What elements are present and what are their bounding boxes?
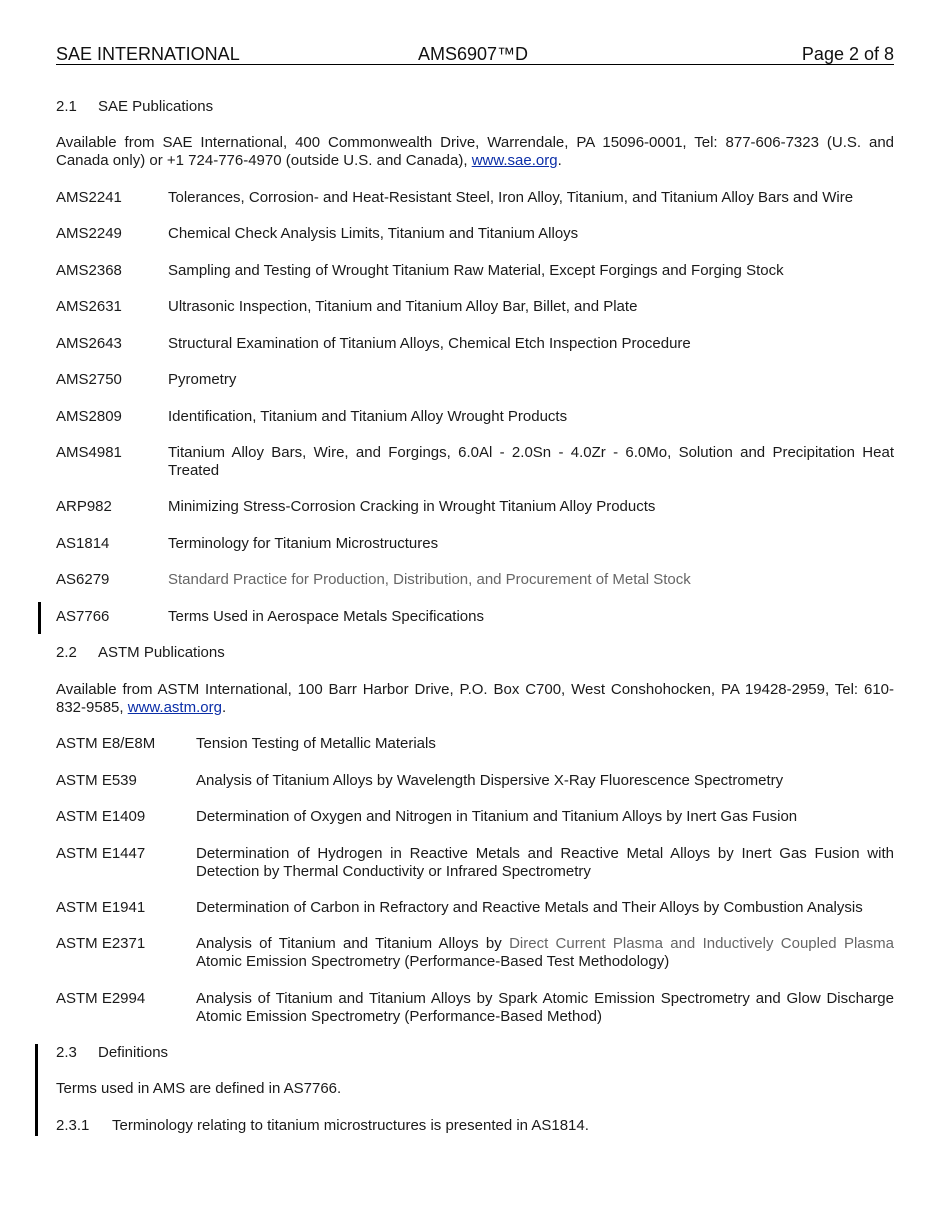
ref-code: AMS2631 <box>56 298 122 315</box>
page-header <box>56 44 894 65</box>
ref-code: ASTM E2994 <box>56 990 146 1007</box>
ref-code: AMS2249 <box>56 225 122 242</box>
section-title: ASTM Publications <box>98 644 225 661</box>
ref-code: ARP982 <box>56 498 112 515</box>
ref-code: AMS4981 <box>56 444 122 461</box>
ref-code: ASTM E539 <box>56 772 137 789</box>
ref-code: AMS2241 <box>56 189 122 206</box>
ref-title: Minimizing Stress-Corrosion Cracking in Wrought Titanium Alloy Products <box>168 498 656 515</box>
ref-code: AS6279 <box>56 571 110 588</box>
ref-title: Determination of Hydrogen in Reactive Metals and Reactive Metal Alloys by Inert Gas Fusion with Detection by Thermal Conductivity or Infrared Spectrometry <box>196 845 894 880</box>
ref-code: ASTM E1941 <box>56 899 146 916</box>
astm-website-link[interactable]: www.astm.org <box>127 699 222 716</box>
ref-title: Determination of Carbon in Refractory and Reactive Metals and Their Alloys by Combustion Analysis <box>196 899 863 916</box>
subsection-2-3-1 <box>56 1117 589 1135</box>
ref-title: Ultrasonic Inspection, Titanium and Titanium Alloy Bar, Billet, and Plate <box>168 298 638 315</box>
ref-code: ASTM E1409 <box>56 808 146 825</box>
ref-code: AS7766 <box>56 608 110 625</box>
section-number: 2.3 <box>56 1044 77 1061</box>
ref-title: Terms Used in Aerospace Metals Specifications <box>168 608 484 625</box>
section-heading-sae <box>56 98 213 116</box>
ref-code: AS1814 <box>56 535 110 552</box>
section-number: 2.1 <box>56 98 77 115</box>
revision-bar <box>35 1044 38 1136</box>
ref-title: Titanium Alloy Bars, Wire, and Forgings, 6.0Al - 2.0Sn - 4.0Zr - 6.0Mo, Solution and Precipitation Heat Treated <box>168 444 894 479</box>
header-page-number: Page 2 of 8 <box>801 44 894 64</box>
section-heading-astm <box>56 644 225 662</box>
ref-title: Structural Examination of Titanium Alloys, Chemical Etch Inspection Procedure <box>168 335 691 352</box>
ref-title-part: Atomic Emission Spectrometry (Performance-Based Test Methodology) <box>196 953 670 970</box>
period: . <box>557 152 562 169</box>
section-title: SAE Publications <box>98 98 214 115</box>
ref-code: ASTM E8/E8M <box>56 735 156 752</box>
ref-title: Tolerances, Corrosion- and Heat-Resistant Steel, Iron Alloy, Titanium, and Titanium Alloy Bars and Wire <box>168 189 854 206</box>
header-doc-number: AMS6907™D <box>418 44 529 64</box>
ref-title: Determination of Oxygen and Nitrogen in Titanium and Titanium Alloys by Inert Gas Fusion <box>196 808 798 825</box>
period: . <box>221 699 227 716</box>
ref-title: Tension Testing of Metallic Materials <box>196 735 436 752</box>
ref-title: Terminology for Titanium Microstructures <box>168 535 439 552</box>
section-title: Definitions <box>98 1044 169 1061</box>
ref-title-part: Analysis of Titanium and Titanium Alloys by <box>196 935 510 952</box>
ref-title: Analysis of Titanium and Titanium Alloys by Spark Atomic Emission Spectrometry and Glow Discharge Atomic Emission Spectrometry (Performance-Based Method) <box>196 990 894 1025</box>
ref-code: AMS2809 <box>56 408 122 425</box>
ref-code: AMS2643 <box>56 335 122 352</box>
section-number: 2.2 <box>56 644 77 661</box>
ref-title: Identification, Titanium and Titanium Alloy Wrought Products <box>168 408 568 425</box>
section-heading-definitions <box>56 1044 168 1062</box>
availability-text: Available from SAE International, 400 Commonwealth Drive, Warrendale, PA 15096-0001, Tel: 877-606-7323 (U.S. and Canada only) or +1 724-776-4970 (outside U.S. and Canada), <box>56 134 894 169</box>
ref-title-part-gray: Direct Current Plasma and Inductively Coupled Plasma <box>509 935 894 952</box>
ref-code: AMS2368 <box>56 262 122 279</box>
ref-title: Pyrometry <box>168 371 237 388</box>
astm-availability-paragraph <box>56 681 894 717</box>
ref-title: Sampling and Testing of Wrought Titanium Raw Material, Except Forgings and Forging Stock <box>168 262 784 279</box>
ref-title: Chemical Check Analysis Limits, Titanium and Titanium Alloys <box>168 225 579 242</box>
availability-text: Available from ASTM International, 100 Barr Harbor Drive, P.O. Box C700, West Conshohocken, PA 19428-2959, Tel: 610-832-9585, <box>56 681 894 716</box>
definitions-paragraph: Terms used in AMS are defined in AS7766. <box>56 1080 342 1097</box>
ref-code: ASTM E2371 <box>56 935 146 952</box>
ref-code: ASTM E1447 <box>56 845 146 862</box>
ref-code: AMS2750 <box>56 371 122 388</box>
sae-availability-paragraph <box>56 134 894 170</box>
subsection-text: Terminology relating to titanium microstructures is presented in AS1814. <box>112 1117 589 1134</box>
revision-bar <box>38 602 41 634</box>
subsection-number: 2.3.1 <box>56 1117 90 1134</box>
sae-website-link[interactable]: www.sae.org <box>471 152 558 169</box>
ref-title: Standard Practice for Production, Distribution, and Procurement of Metal Stock <box>168 571 691 588</box>
ref-title: Analysis of Titanium Alloys by Wavelength Dispersive X-Ray Fluorescence Spectrometry <box>196 772 784 789</box>
ref-title <box>196 935 894 971</box>
header-org: SAE INTERNATIONAL <box>56 44 240 64</box>
